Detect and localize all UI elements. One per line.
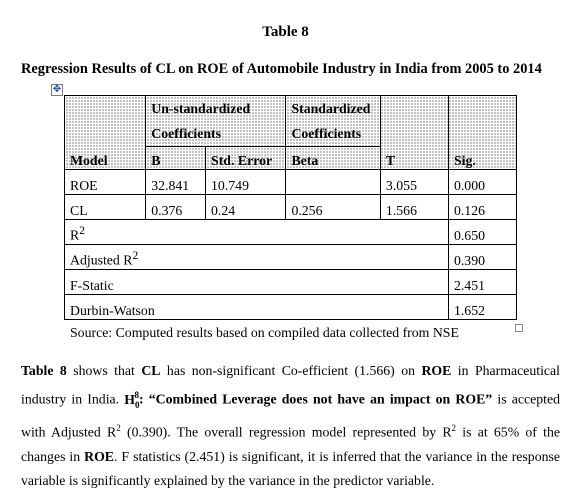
cell-b: 32.841 [146,170,206,195]
analysis-paragraph: Table 8 shows that CL has non-significant Co-efficient (1.566) on ROE in Pharmaceutical industry in India. $H_0^8$: “Combined Leverage does not have an impact on ROE” is accepted with Adjusted $R^2$ (0.390). The overall regression model represented by $R^2$ is at 65% of the changes in ROE. F statistics (2.451) is significant, it is inferred that the variance in the response variable is significantly explained by the variance in the predictor variable. [21,363,560,488]
para-text: is at 65% of the changes in [21,424,560,464]
summary-row-durbin-watson [65,295,517,320]
cell-model: CL [65,195,146,220]
summary-label: Durbin-Watson [65,295,449,320]
cell-model: ROE [65,170,146,195]
table-resize-handle[interactable] [515,324,523,332]
cell-b: 0.376 [146,195,206,220]
summary-row-f-static [65,270,517,295]
para-bold-text: CL [141,363,161,378]
table-row [65,170,517,195]
para-text: in Pharmaceutical industry in India. [21,363,560,407]
para-bold-text: Table 8 [21,363,67,378]
header-standardized-line1: Standardized [291,101,371,116]
cell-sig: 0.126 [448,195,516,220]
para-bold-text: ROE [84,448,115,464]
para-bold-text: ROE [421,363,452,378]
cell-t: 3.055 [380,170,448,195]
cell-std-error: 0.24 [206,195,286,220]
header-unstandardized-line2: Coefficients [151,126,221,141]
move-arrows-icon[interactable]: ✥ [52,84,62,95]
cell-t: 1.566 [380,195,448,220]
summary-row-r-squared [65,220,517,245]
source-note: Source: Computed results based on compiled data collected from NSE [70,325,459,340]
header-beta: Beta [286,147,380,170]
cell-std-error: 10.749 [206,170,286,195]
table-header-row-1 [65,96,517,147]
header-b: B [146,147,206,170]
table-title: Table 8 [262,24,309,40]
hypothesis-text: : “Combined Leverage does not have an impact on ROE” [139,391,493,407]
para-text: shows that [66,363,142,378]
para-text: is accepted with Adjusted R [21,391,560,440]
hypothesis-label: $H_0^8$ [124,390,140,410]
summary-label: $R^2$ [65,220,449,245]
header-standardized-line2: Coefficients [291,126,362,141]
table-row [65,195,517,220]
cell-beta: 0.256 [286,195,380,220]
header-unstandardized-line1: Un-standardized [151,101,251,116]
para-text: has non-significant Co-efficient (1.566) on [160,363,422,378]
header-t: T [380,96,448,170]
header-unstandardized [146,96,286,147]
cell-beta [286,170,380,195]
summary-row-adjusted-r-squared [65,245,517,270]
summary-label: Adjusted $R^2$ [65,245,449,270]
table-caption: Regression Results of CL on ROE of Automobile Industry in India from 2005 to 2014 [21,61,542,77]
summary-value: 0.650 [448,220,516,245]
header-model: Model [65,96,146,170]
summary-value: 1.652 [448,295,516,320]
header-std-error: Std. Error [206,147,286,170]
cell-sig: 0.000 [448,170,516,195]
regression-table [64,95,517,320]
summary-value: 0.390 [448,245,516,270]
summary-label: F-Static [65,270,449,295]
header-standardized [286,96,380,147]
para-text: . F statistics (2.451) is significant, it is inferred that the variance in the response variable is significantly explained by the variance in the predictor variable. [21,448,560,488]
header-sig: Sig. [448,96,516,170]
para-text: (0.390). The overall regression model represented by R [120,424,452,440]
summary-value: 2.451 [448,270,516,295]
